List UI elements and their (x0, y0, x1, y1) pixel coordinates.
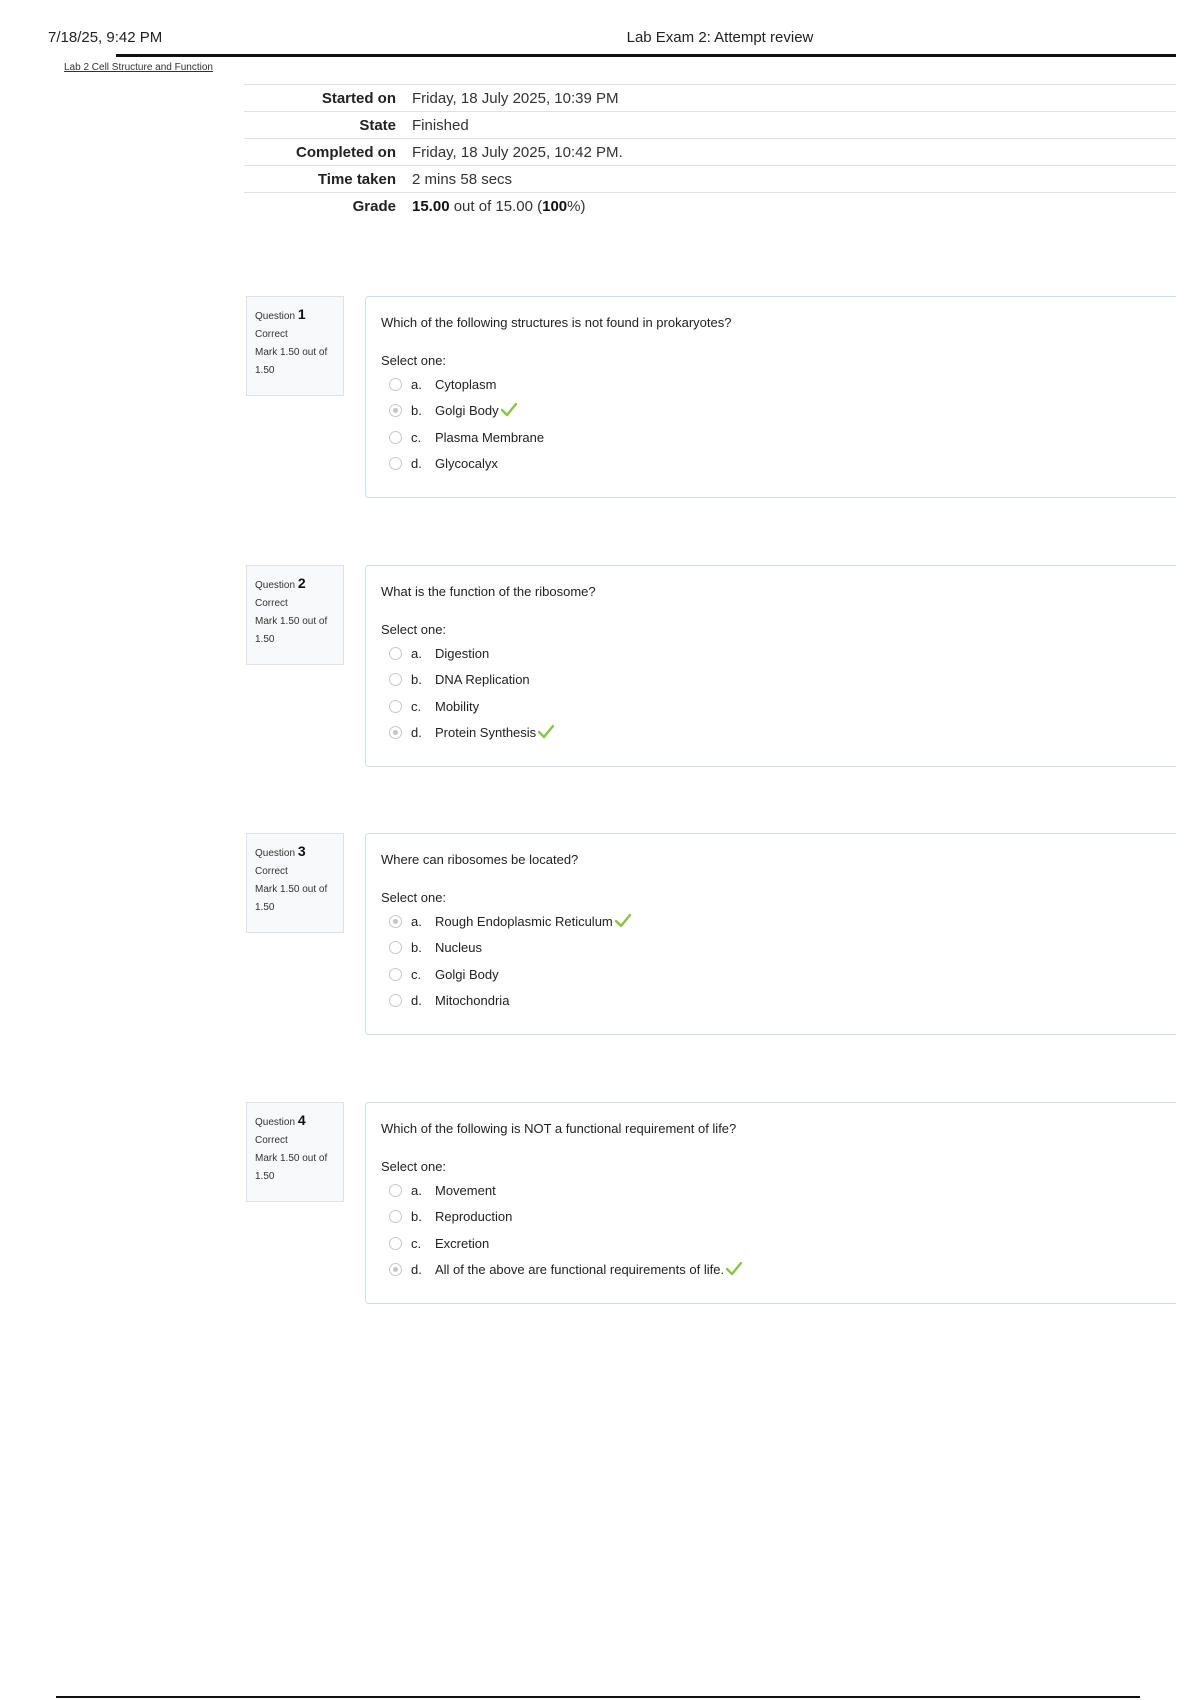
question-mark: Mark 1.50 out of 1.50 (255, 884, 328, 913)
option-text: Golgi Body (435, 966, 499, 982)
grade-value (412, 193, 1176, 220)
completed-on-label: Completed on (296, 143, 396, 161)
radio-icon[interactable] (389, 431, 402, 444)
answer-option[interactable] (389, 991, 509, 1009)
print-datetime: 7/18/25, 9:42 PM (48, 29, 163, 46)
completed-on-value: Friday, 18 July 2025, 10:42 PM. (412, 143, 623, 161)
answer-option[interactable] (389, 401, 517, 419)
page-title: Lab Exam 2: Attempt review (626, 29, 814, 46)
answer-option[interactable] (389, 644, 489, 662)
attempt-summary-table (244, 84, 1176, 219)
answer-option[interactable] (389, 938, 482, 956)
question-label: Question (255, 848, 296, 859)
option-letter: d. (411, 992, 422, 1008)
question-info-4 (246, 1102, 344, 1202)
answer-option[interactable] (389, 1260, 742, 1278)
radio-icon[interactable] (389, 457, 402, 470)
radio-icon[interactable] (389, 378, 402, 391)
radio-icon[interactable] (389, 1210, 402, 1223)
option-letter: a. (411, 1182, 422, 1198)
grade-score: 15.00 (412, 197, 450, 215)
question-label: Question (255, 1117, 296, 1128)
radio-icon[interactable] (389, 1184, 402, 1197)
grade-out-of: out of 15.00 ( (449, 197, 543, 215)
question-mark: Mark 1.50 out of 1.50 (255, 616, 328, 645)
option-text: Mitochondria (435, 992, 510, 1008)
answer-option[interactable] (389, 723, 554, 741)
option-letter: d. (411, 455, 422, 471)
option-text: Digestion (435, 645, 490, 661)
option-letter: b. (411, 939, 422, 955)
question-content-4 (365, 1102, 1176, 1304)
breadcrumb-link[interactable]: Lab 2 Cell Structure and Function (64, 62, 213, 73)
question-status: Correct (255, 329, 288, 340)
option-letter: c. (411, 698, 422, 714)
radio-icon[interactable] (389, 647, 402, 660)
option-text: Reproduction (435, 1208, 513, 1224)
time-taken-value: 2 mins 58 secs (412, 170, 513, 188)
option-text: Golgi Body (435, 402, 499, 418)
question-info-2 (246, 565, 344, 665)
summary-row-started (244, 85, 1176, 112)
check-icon (615, 914, 631, 928)
option-text: All of the above are functional requirements of life. (435, 1261, 725, 1277)
answer-option[interactable] (389, 912, 631, 930)
check-icon (726, 1262, 742, 1276)
question-status: Correct (255, 866, 288, 877)
check-icon (501, 403, 517, 417)
answer-option[interactable] (389, 428, 544, 446)
question-status: Correct (255, 1135, 288, 1146)
answer-option[interactable] (389, 965, 499, 983)
started-on-label: Started on (321, 89, 396, 107)
question-text: Which of the following structures is not found in prokaryotes? (381, 315, 732, 330)
select-one-prompt: Select one: (381, 353, 447, 368)
option-letter: d. (411, 1261, 422, 1277)
option-letter: c. (411, 1235, 422, 1251)
answer-option[interactable] (389, 454, 498, 472)
question-mark: Mark 1.50 out of 1.50 (255, 347, 328, 376)
radio-icon[interactable] (389, 994, 402, 1007)
option-letter: a. (411, 376, 422, 392)
summary-row-time (244, 166, 1176, 193)
radio-icon[interactable] (389, 1237, 402, 1250)
state-label: State (359, 116, 396, 134)
option-text: DNA Replication (435, 671, 530, 687)
header-divider (116, 54, 1176, 57)
answer-option[interactable] (389, 1181, 496, 1199)
radio-icon[interactable] (389, 404, 402, 417)
select-one-prompt: Select one: (381, 1159, 447, 1174)
option-letter: b. (411, 1208, 422, 1224)
footer-divider (56, 1696, 1140, 1698)
question-info-1 (246, 296, 344, 396)
question-number: 2 (297, 575, 306, 591)
option-text: Glycocalyx (435, 455, 498, 471)
question-content-1 (365, 296, 1176, 498)
question-number: 4 (297, 1112, 306, 1128)
option-text: Mobility (435, 698, 480, 714)
select-one-prompt: Select one: (381, 622, 447, 637)
state-value: Finished (412, 116, 469, 134)
question-status: Correct (255, 598, 288, 609)
summary-row-state (244, 112, 1176, 139)
question-info-3 (246, 833, 344, 933)
started-on-value: Friday, 18 July 2025, 10:39 PM (412, 89, 619, 107)
option-letter: b. (411, 671, 422, 687)
option-letter: c. (411, 429, 422, 445)
check-icon (538, 725, 554, 739)
option-text: Cytoplasm (435, 376, 497, 392)
answer-option[interactable] (389, 670, 530, 688)
radio-icon[interactable] (389, 700, 402, 713)
question-content-2 (365, 565, 1176, 767)
option-letter: b. (411, 402, 422, 418)
question-mark: Mark 1.50 out of 1.50 (255, 1153, 328, 1182)
question-number: 1 (297, 306, 306, 322)
option-text: Movement (435, 1182, 496, 1198)
option-text: Nucleus (435, 939, 482, 955)
answer-option[interactable] (389, 375, 496, 393)
radio-icon[interactable] (389, 941, 402, 954)
option-letter: a. (411, 645, 422, 661)
option-letter: a. (411, 913, 422, 929)
radio-icon[interactable] (389, 1263, 402, 1276)
answer-option[interactable] (389, 697, 479, 715)
radio-icon[interactable] (389, 915, 402, 928)
option-text: Rough Endoplasmic Reticulum (435, 913, 613, 929)
grade-label: Grade (352, 197, 396, 215)
grade-percent: 100 (542, 197, 568, 215)
option-letter: c. (411, 966, 422, 982)
question-label: Question (255, 311, 296, 322)
question-text: Which of the following is NOT a functional requirement of life? (381, 1121, 737, 1136)
question-number: 3 (297, 843, 306, 859)
question-text: Where can ribosomes be located? (381, 852, 579, 867)
question-label: Question (255, 580, 296, 591)
option-text: Excretion (435, 1235, 490, 1251)
question-text: What is the function of the ribosome? (381, 584, 596, 599)
summary-row-grade (244, 193, 1176, 220)
answer-option[interactable] (389, 1207, 512, 1225)
radio-icon[interactable] (389, 968, 402, 981)
option-text: Protein Synthesis (435, 724, 537, 740)
question-content-3 (365, 833, 1176, 1035)
radio-icon[interactable] (389, 673, 402, 686)
radio-icon[interactable] (389, 726, 402, 739)
option-text: Plasma Membrane (435, 429, 545, 445)
answer-option[interactable] (389, 1234, 489, 1252)
option-letter: d. (411, 724, 422, 740)
grade-percent-suffix: %) (567, 197, 586, 215)
summary-row-completed (244, 139, 1176, 166)
time-taken-label: Time taken (317, 170, 396, 188)
select-one-prompt: Select one: (381, 890, 447, 905)
